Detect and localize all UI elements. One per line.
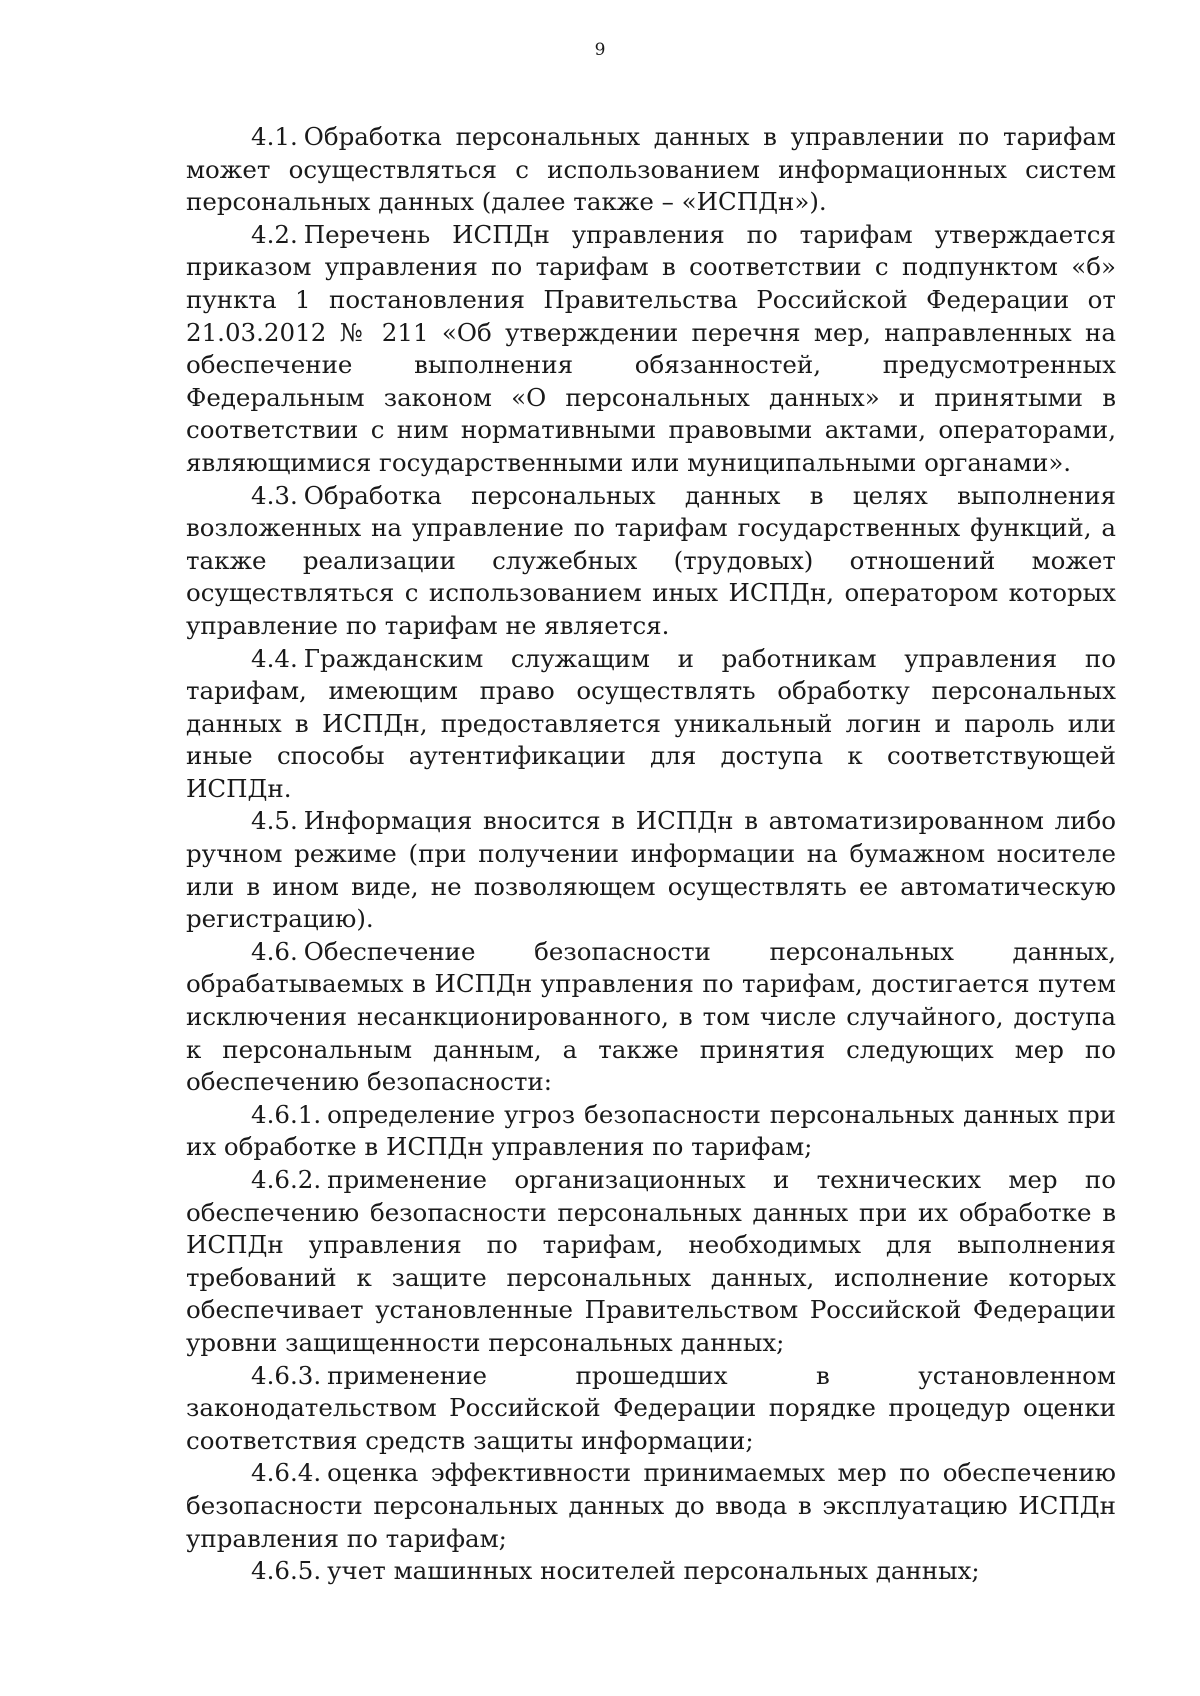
paragraph-number: 4.2. (251, 219, 298, 249)
paragraph-number: 4.3. (251, 480, 298, 510)
paragraph-text: Гражданским служащим и работникам управления по тарифам, имеющим право осуществлять обработку персональных данных в ИСПДн, предоставляется уникальный логин и пароль или иные способы аутентификации для доступа к соответствующей ИСПДн. (186, 643, 1116, 803)
paragraph-number: 4.6.4. (251, 1458, 322, 1488)
paragraph-text: применение организационных и технических мер по обеспечению безопасности персональных данных при их обработке в ИСПДн управления по тарифам, необходимых для выполнения требований к защите персональных данных, исполнение которых обеспечивает установленные Правительством Российской Федерации уровни защищенности персональных данных; (186, 1165, 1116, 1357)
paragraph-number: 4.6.2. (251, 1165, 322, 1194)
paragraph-number: 4.6. (251, 936, 298, 966)
paragraph-number: 4.1. (251, 122, 298, 151)
paragraph-4-2 (186, 219, 1116, 480)
page-number: 9 (594, 40, 606, 60)
paragraph-number: 4.6.3. (251, 1360, 322, 1390)
paragraph-text: Обеспечение безопасности персональных данных, обрабатываемых в ИСПДн управления по тарифам, достигается путем исключения несанкционированного, в том числе случайного, доступа к персональным данным, а также принятия следующих мер по обеспечению безопасности: (186, 936, 1116, 1097)
paragraph-4-6-3 (186, 1360, 1116, 1458)
paragraph-4-6-1 (186, 1099, 1116, 1164)
paragraph-text: Информация вносится в ИСПДн в автоматизированном либо ручном режиме (при получении информации на бумажном носителе или в ином виде, не позволяющем осуществлять ее автоматическую регистрацию). (186, 806, 1116, 934)
paragraph-number: 4.6.1. (251, 1099, 322, 1129)
paragraph-text: Обработка персональных данных в целях выполнения возложенных на управление по тарифам государственных функций, а также реализации служебных (трудовых) отношений может осуществляться с использованием иных ИСПДн, оператором которых управление по тарифам не является. (186, 480, 1116, 640)
paragraph-4-6 (186, 936, 1116, 1099)
paragraph-4-3 (186, 480, 1116, 643)
paragraph-4-4 (186, 643, 1116, 806)
paragraph-text: определение угроз безопасности персональных данных при их обработке в ИСПДн управления по тарифам; (186, 1099, 1116, 1162)
paragraph-text: оценка эффективности принимаемых мер по обеспечению безопасности персональных данных до ввода в эксплуатацию ИСПДн управления по тарифам; (186, 1458, 1116, 1553)
paragraph-4-6-5 (186, 1555, 1116, 1588)
paragraph-number: 4.6.5. (251, 1556, 322, 1586)
document-body (186, 121, 1116, 1588)
paragraph-number: 4.4. (251, 643, 298, 673)
paragraph-text: применение прошедших в установленном законодательством Российской Федерации порядке процедур оценки соответствия средств защиты информации; (186, 1360, 1116, 1455)
paragraph-number: 4.5. (251, 806, 298, 836)
paragraph-text: учет машинных носителей персональных данных; (327, 1556, 980, 1586)
paragraph-text: Перечень ИСПДн управления по тарифам утверждается приказом управления по тарифам в соответствии с подпунктом «б» пункта 1 постановления Правительства Российской Федерации от 21.03.2012 № 211 «Об утверждении перечня мер, направленных на обеспечение выполнения обязанностей, предусмотренных Федеральным законом «О персональных данных» и принятыми в соответствии с ним нормативными правовыми актами, операторами, являющимися государственными или муниципальными органами». (186, 219, 1116, 477)
paragraph-4-1 (186, 121, 1116, 219)
paragraph-4-6-4 (186, 1457, 1116, 1555)
paragraph-4-5 (186, 805, 1116, 935)
paragraph-4-6-2 (186, 1164, 1116, 1360)
paragraph-text: Обработка персональных данных в управлении по тарифам может осуществляться с использованием информационных систем персональных данных (далее также – «ИСПДн»). (186, 122, 1116, 217)
